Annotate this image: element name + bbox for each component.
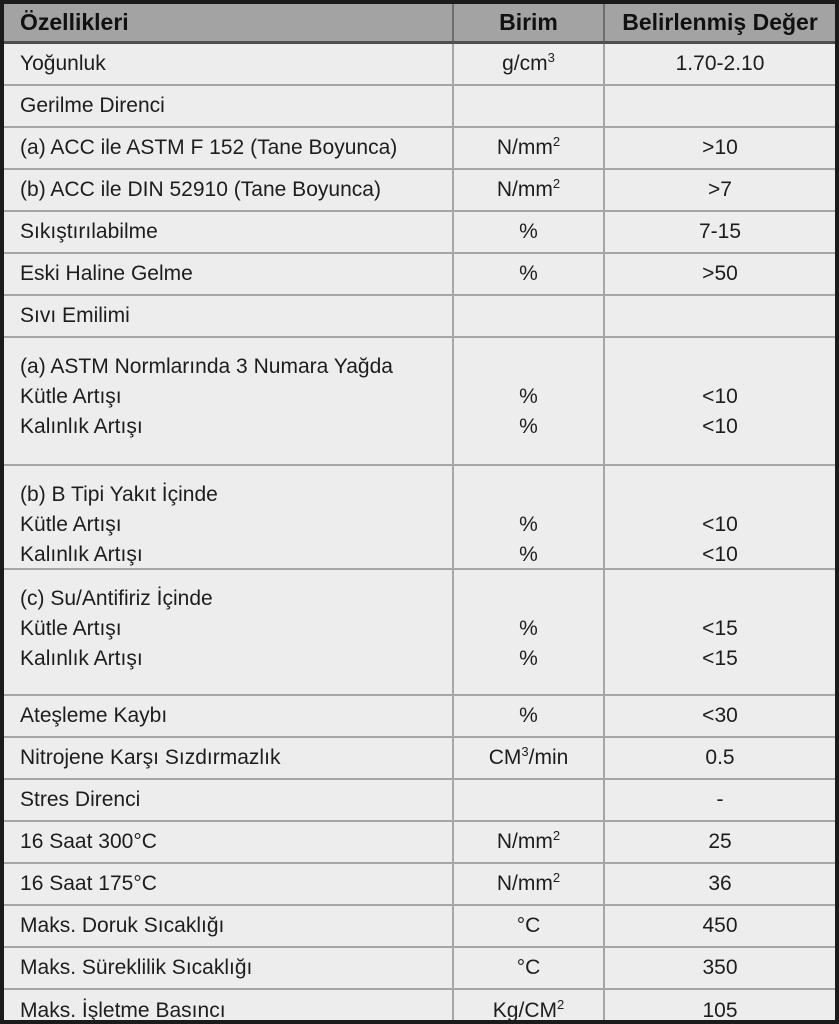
unit-cell — [452, 696, 603, 736]
property-cell — [4, 254, 452, 294]
property-cell — [4, 990, 452, 1024]
cell-line: $CM^3/\min$ — [488, 744, 569, 769]
table-row — [4, 696, 835, 738]
cell-line: 16 Saat 300°C — [20, 830, 157, 853]
cell-line: Maks. Süreklilik Sıcaklığı — [20, 956, 253, 979]
value-cell — [603, 128, 835, 168]
value-cell — [603, 86, 835, 126]
property-cell — [4, 212, 452, 252]
cell-line: <15 — [702, 617, 738, 640]
cell-line: (a) ASTM Normlarında 3 Numara Yağda — [20, 355, 393, 378]
cell-line: 350 — [702, 956, 738, 979]
unit-cell — [452, 906, 603, 946]
cell-line: Kütle Artışı — [20, 617, 122, 640]
property-cell — [4, 864, 452, 904]
cell-line: Sıkıştırılabilme — [20, 220, 158, 243]
unit-cell — [452, 990, 603, 1024]
table-row — [4, 212, 835, 254]
unit-cell — [452, 948, 603, 988]
cell-line: (c) Su/Antifiriz İçinde — [20, 587, 213, 610]
unit-cell — [452, 780, 603, 820]
unit-cell — [452, 254, 603, 294]
cell-line — [454, 93, 603, 119]
cell-line: Stres Direnci — [20, 788, 141, 811]
cell-line: $N/mm^2$ — [496, 870, 561, 895]
cell-line: Ateşleme Kaybı — [20, 704, 168, 727]
cell-line: Kalınlık Artışı — [20, 647, 143, 670]
cell-line — [454, 480, 603, 510]
cell-line: Yoğunluk — [20, 52, 106, 75]
value-cell — [603, 254, 835, 294]
cell-line: (a) ACC ile ASTM F 152 (Tane Boyunca) — [20, 136, 398, 159]
table-row — [4, 780, 835, 822]
unit-cell — [452, 128, 603, 168]
cell-line: Kütle Artışı — [20, 385, 122, 408]
header-properties: Özellikleri — [20, 9, 129, 35]
cell-line: 1.70-2.10 — [675, 52, 765, 75]
cell-line — [605, 480, 835, 510]
table-row — [4, 738, 835, 780]
table-row — [4, 296, 835, 338]
table-row — [4, 948, 835, 990]
property-cell — [4, 466, 452, 568]
cell-line: % — [519, 385, 538, 408]
unit-cell — [452, 86, 603, 126]
unit-cell — [452, 170, 603, 210]
cell-line: (b) B Tipi Yakıt İçinde — [20, 483, 218, 506]
property-cell — [4, 296, 452, 336]
cell-line: $g/cm^3$ — [502, 50, 555, 75]
value-cell — [603, 44, 835, 84]
cell-line: $N/mm^2$ — [496, 828, 561, 853]
value-cell — [603, 170, 835, 210]
cell-line: 36 — [708, 872, 732, 895]
unit-cell — [452, 822, 603, 862]
property-cell — [4, 170, 452, 210]
value-cell — [603, 570, 835, 694]
header-unit: Birim — [452, 4, 603, 41]
cell-line: Kütle Artışı — [20, 513, 122, 536]
cell-line — [605, 93, 835, 119]
cell-line: Kalınlık Artışı — [20, 415, 143, 438]
value-cell — [603, 696, 835, 736]
property-cell — [4, 780, 452, 820]
cell-line: >7 — [708, 178, 732, 201]
property-cell — [4, 86, 452, 126]
value-cell — [603, 948, 835, 988]
cell-line — [454, 584, 603, 614]
unit-cell — [452, 44, 603, 84]
cell-line — [454, 303, 603, 329]
cell-line: % — [519, 262, 538, 285]
unit-cell — [452, 338, 603, 464]
cell-line: % — [519, 415, 538, 438]
property-cell — [4, 338, 452, 464]
table-row — [4, 822, 835, 864]
table-row — [4, 338, 835, 466]
cell-line: % — [519, 543, 538, 566]
cell-line — [454, 787, 603, 813]
cell-line — [605, 303, 835, 329]
cell-line: <10 — [702, 415, 738, 438]
property-cell — [4, 738, 452, 778]
unit-cell — [452, 466, 603, 568]
cell-line: 7-15 — [698, 220, 742, 243]
cell-line: <15 — [702, 647, 738, 670]
cell-line: >10 — [702, 136, 738, 159]
cell-line: - — [716, 788, 724, 811]
cell-line: $N/mm^2$ — [496, 176, 561, 201]
table-row — [4, 990, 835, 1024]
table-body — [4, 44, 835, 1024]
cell-line: % — [519, 647, 538, 670]
value-cell — [603, 864, 835, 904]
table-row — [4, 254, 835, 296]
property-cell — [4, 128, 452, 168]
table-row — [4, 86, 835, 128]
value-cell — [603, 466, 835, 568]
table-row — [4, 170, 835, 212]
cell-line: Kalınlık Artışı — [20, 543, 143, 566]
cell-line: °C — [516, 956, 541, 979]
cell-line: 16 Saat 175°C — [20, 872, 157, 895]
property-cell — [4, 906, 452, 946]
unit-cell — [452, 570, 603, 694]
cell-line — [605, 584, 835, 614]
table-header-row — [4, 4, 835, 44]
table-row — [4, 864, 835, 906]
cell-line: >50 — [702, 262, 738, 285]
property-cell — [4, 44, 452, 84]
cell-line: % — [519, 617, 538, 640]
unit-cell — [452, 738, 603, 778]
value-cell — [603, 906, 835, 946]
cell-line: °C — [516, 914, 541, 937]
header-specified-value: Belirlenmiş Değer — [603, 4, 835, 41]
value-cell — [603, 780, 835, 820]
cell-line: Nitrojene Karşı Sızdırmazlık — [20, 746, 281, 769]
unit-cell — [452, 864, 603, 904]
cell-line: 0.5 — [705, 746, 735, 769]
value-cell — [603, 822, 835, 862]
unit-cell — [452, 212, 603, 252]
value-cell — [603, 212, 835, 252]
cell-line: 105 — [702, 999, 738, 1022]
cell-line: $Kg/CM^2$ — [492, 997, 565, 1022]
value-cell — [603, 296, 835, 336]
table-row — [4, 128, 835, 170]
property-cell — [4, 696, 452, 736]
property-cell — [4, 948, 452, 988]
cell-line: (b) ACC ile DIN 52910 (Tane Boyunca) — [20, 178, 381, 201]
table-row — [4, 906, 835, 948]
cell-line: <10 — [702, 513, 738, 536]
unit-cell — [452, 296, 603, 336]
cell-line — [454, 352, 603, 382]
cell-line: <10 — [702, 543, 738, 566]
cell-line: Sıvı Emilimi — [20, 304, 130, 327]
cell-line: % — [519, 220, 538, 243]
cell-line: <30 — [702, 704, 738, 727]
cell-line — [605, 352, 835, 382]
value-cell — [603, 990, 835, 1024]
cell-line: $N/mm^2$ — [496, 134, 561, 159]
table-row — [4, 44, 835, 86]
cell-line: 450 — [702, 914, 738, 937]
table-row — [4, 466, 835, 570]
cell-line: Maks. Doruk Sıcaklığı — [20, 914, 225, 937]
cell-line: Maks. İşletme Basıncı — [20, 999, 226, 1022]
cell-line: Gerilme Direnci — [20, 94, 165, 117]
value-cell — [603, 738, 835, 778]
table-row — [4, 570, 835, 696]
cell-line: 25 — [708, 830, 732, 853]
cell-line: Eski Haline Gelme — [20, 262, 193, 285]
cell-line: <10 — [702, 385, 738, 408]
property-cell — [4, 570, 452, 694]
cell-line: % — [519, 513, 538, 536]
cell-line: % — [519, 704, 538, 727]
property-cell — [4, 822, 452, 862]
value-cell — [603, 338, 835, 464]
